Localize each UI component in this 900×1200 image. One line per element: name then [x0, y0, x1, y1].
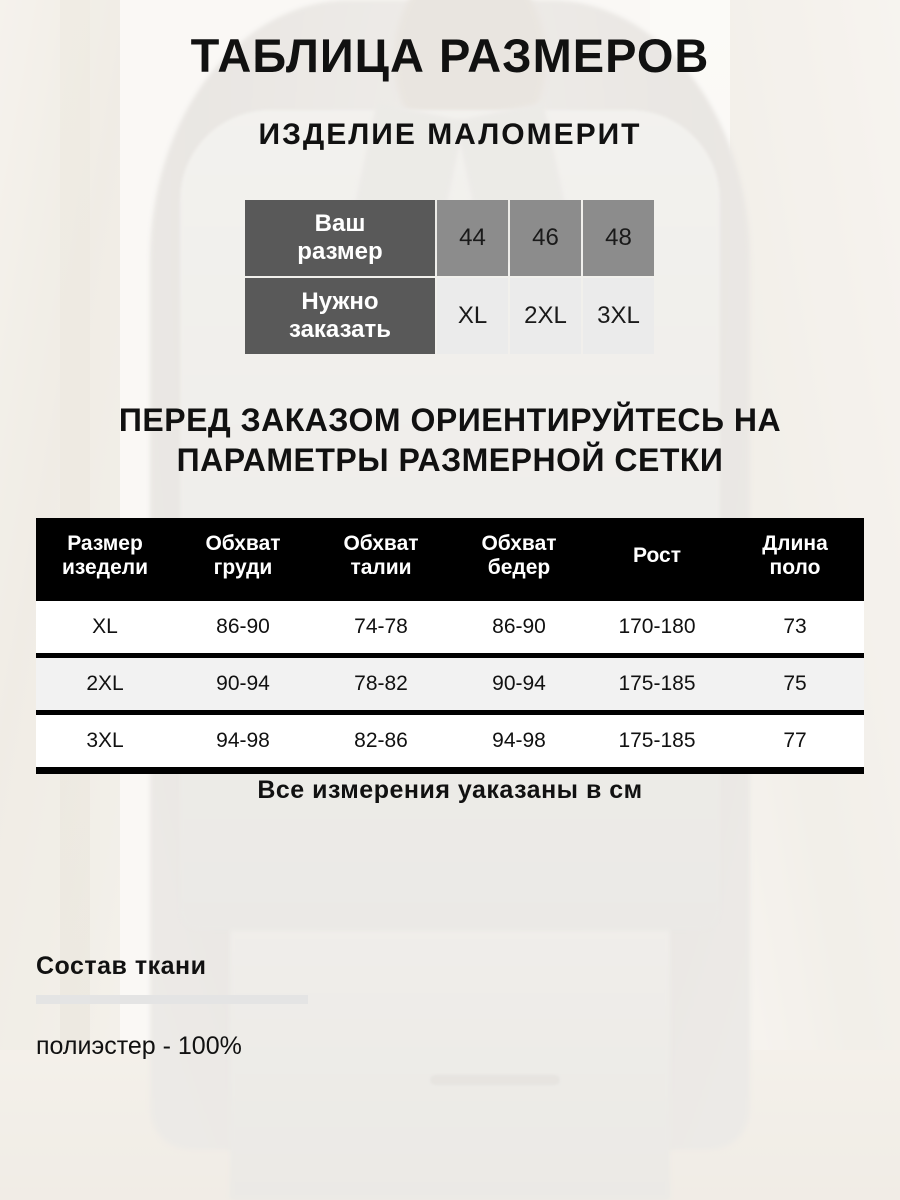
- header-hips-line2: бедер: [487, 556, 551, 580]
- table-row: [36, 656, 864, 713]
- measurement-units-note: Все измерения уаказаны в см: [257, 776, 643, 804]
- header-hips: [450, 518, 588, 599]
- section-heading: [0, 400, 900, 480]
- section-heading-line1: ПЕРЕД ЗАКАЗОМ ОРИЕНТИРУЙТЕСЬ НА: [118, 402, 782, 438]
- header-size-line2: изедели: [61, 556, 148, 580]
- conversion-row-your-size: [245, 200, 654, 276]
- fabric-composition-title: Состав ткани: [36, 952, 207, 980]
- conversion-row-order-size: [245, 278, 654, 354]
- size-conversion-table: [243, 198, 656, 356]
- conversion-label-your-line1: Ваш: [314, 210, 366, 238]
- row-2xl-hips: 90-94: [450, 656, 588, 713]
- row-2xl-chest: 90-94: [174, 656, 312, 713]
- page-subtitle: ИЗДЕЛИЕ МАЛОМЕРИТ: [258, 118, 642, 151]
- size-grid-header-row: [36, 518, 864, 599]
- header-waist-line2: талии: [350, 556, 412, 580]
- page-title: ТАБЛИЦА РАЗМЕРОВ: [190, 29, 710, 82]
- header-length-line1: Длина: [762, 532, 828, 555]
- header-size: [36, 518, 174, 599]
- order-size-cell-3: 3XL: [583, 278, 654, 354]
- row-2xl-waist: 78-82: [312, 656, 450, 713]
- size-grid-head: [36, 518, 864, 599]
- size-grid-wrapper: [36, 518, 864, 774]
- header-waist: [312, 518, 450, 599]
- conversion-row-label-your-size: [245, 200, 435, 276]
- row-xl-height: 170-180: [588, 599, 726, 656]
- table-row: [36, 713, 864, 771]
- header-chest-line1: Обхват: [205, 532, 281, 555]
- conversion-row-label-order-size: [245, 278, 435, 354]
- row-3xl-length: 77: [726, 713, 864, 771]
- order-size-cell-1: XL: [437, 278, 508, 354]
- header-chest-line2: груди: [213, 556, 273, 580]
- conversion-label-order-line2: заказать: [288, 316, 392, 343]
- row-3xl-height: 175-185: [588, 713, 726, 771]
- fabric-divider: [36, 995, 308, 1004]
- row-xl-hips: 86-90: [450, 599, 588, 656]
- section-heading-line2: ПАРАМЕТРЫ РАЗМЕРНОЙ СЕТКИ: [176, 442, 724, 478]
- row-xl-length: 73: [726, 599, 864, 656]
- header-height-line1: Рост: [633, 544, 681, 568]
- table-row: [36, 599, 864, 656]
- row-xl-size: XL: [36, 599, 174, 656]
- header-length: [726, 518, 864, 599]
- your-size-cell-3: 48: [583, 200, 654, 276]
- header-length-line2: поло: [769, 556, 821, 580]
- row-3xl-size: 3XL: [36, 713, 174, 771]
- row-3xl-chest: 94-98: [174, 713, 312, 771]
- size-grid-table: [36, 518, 864, 774]
- your-size-cell-2: 46: [510, 200, 581, 276]
- your-size-cell-1: 44: [437, 200, 508, 276]
- row-2xl-length: 75: [726, 656, 864, 713]
- row-xl-chest: 86-90: [174, 599, 312, 656]
- header-size-line1: Размер: [67, 532, 143, 555]
- row-2xl-size: 2XL: [36, 656, 174, 713]
- header-waist-line1: Обхват: [343, 532, 419, 555]
- header-chest: [174, 518, 312, 599]
- row-xl-waist: 74-78: [312, 599, 450, 656]
- fabric-composition-value: полиэстер - 100%: [36, 1032, 242, 1060]
- header-hips-line1: Обхват: [481, 532, 557, 555]
- row-3xl-hips: 94-98: [450, 713, 588, 771]
- row-2xl-height: 175-185: [588, 656, 726, 713]
- conversion-label-your-line2: размер: [297, 238, 383, 265]
- header-height: [588, 518, 726, 599]
- size-grid-body: [36, 599, 864, 771]
- order-size-cell-2: 2XL: [510, 278, 581, 354]
- conversion-label-order-line1: Нужно: [301, 288, 379, 316]
- row-3xl-waist: 82-86: [312, 713, 450, 771]
